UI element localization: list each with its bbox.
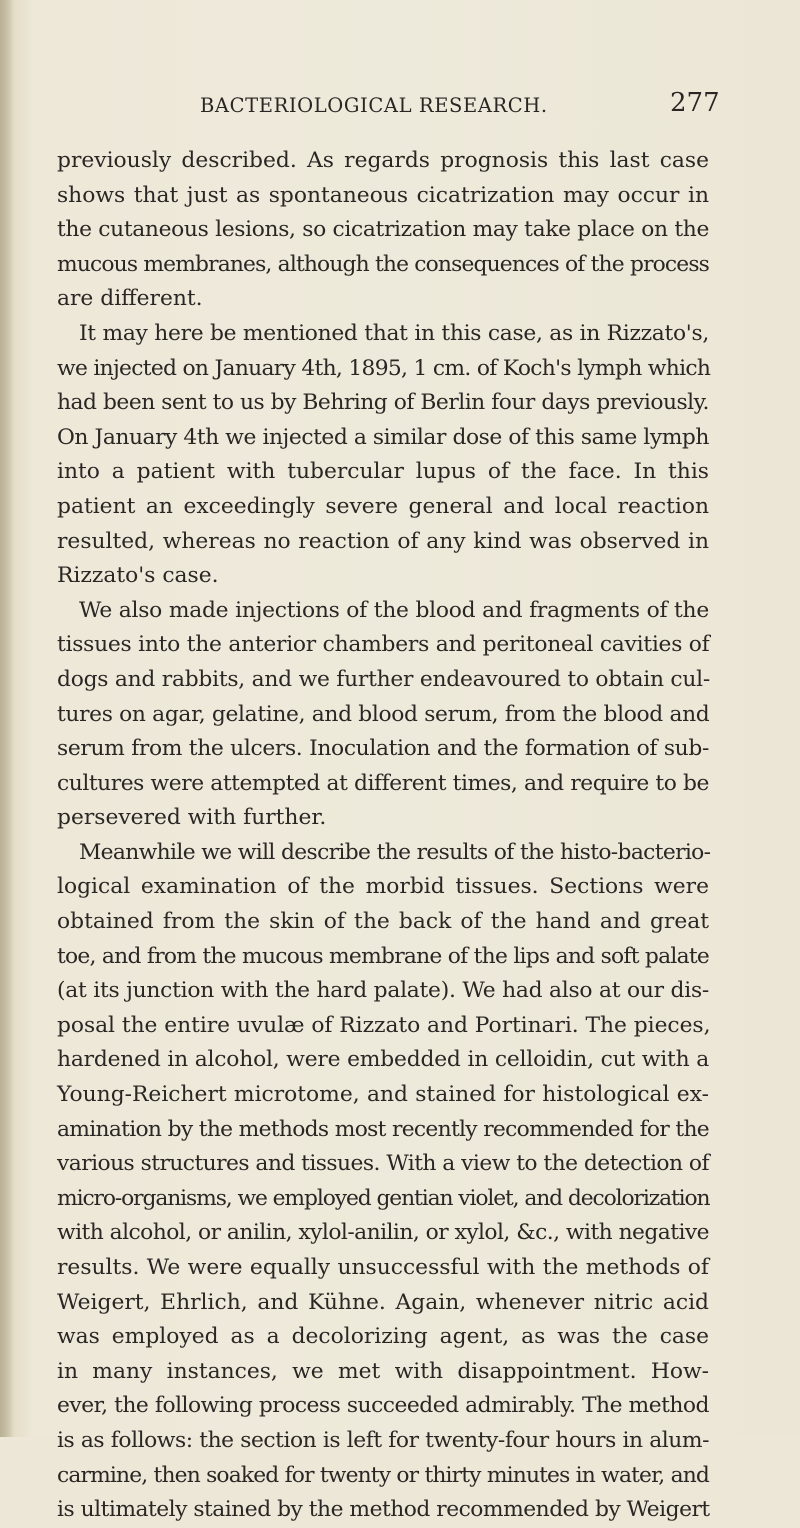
text-line: is ultimately stained by the method recommended by Weigert [57, 1497, 710, 1523]
text-line: is as follows: the section is left for twenty-four hours in alum- [57, 1427, 709, 1453]
text-line: ever, the following process succeeded admirably. The method [57, 1393, 709, 1419]
running-head [0, 88, 800, 124]
text-line: logical examination of the morbid tissues. Sections were [57, 874, 709, 900]
text-line: persevered with further. [57, 805, 327, 831]
text-line: (at its junction with the hard palate). We had also at our dis- [57, 978, 709, 1004]
text-line: posal the entire uvulæ of Rizzato and Portinari. The pieces, [57, 1012, 711, 1038]
text-line: tures on agar, gelatine, and blood serum, from the blood and [57, 701, 710, 727]
text-line: was employed as a decolorizing agent, as was the case [57, 1324, 709, 1350]
text-line: It may here be mentioned that in this case, as in Rizzato's, [79, 320, 709, 346]
text-line: mucous membranes, although the consequences of the process [57, 251, 709, 277]
text-line: carmine, then soaked for twenty or thirty minutes in water, and [57, 1462, 709, 1488]
text-line: amination by the methods most recently recommended for the [57, 1116, 709, 1142]
text-line: had been sent to us by Behring of Berlin four days previously. [57, 390, 709, 416]
text-line: dogs and rabbits, and we further endeavoured to obtain cul- [57, 666, 710, 692]
text-line: various structures and tissues. With a view to the detection of [57, 1151, 709, 1177]
text-line: shows that just as spontaneous cicatrization may occur in [57, 182, 709, 208]
text-line: toe, and from the mucous membrane of the lips and soft palate [57, 943, 709, 969]
text-line: we injected on January 4th, 1895, 1 cm. of Koch's lymph which [57, 355, 711, 381]
text-line: previously described. As regards prognosis this last case [57, 148, 709, 173]
page-number: 277 [670, 88, 720, 118]
body-text [57, 144, 709, 1528]
text-line: results. We were equally unsuccessful with the methods of [57, 1255, 709, 1280]
text-line: Young-Reichert microtome, and stained for histological ex- [57, 1082, 709, 1108]
text-line: hardened in alcohol, were embedded in celloidin, cut with a [57, 1047, 709, 1073]
text-line: Meanwhile we will describe the results of the histo-bacterio- [79, 839, 711, 865]
text-line: micro-organisms, we employed gentian violet, and decolorization [57, 1185, 710, 1211]
text-line: obtained from the skin of the back of the hand and great [57, 909, 709, 935]
binding-shadow [0, 0, 14, 1437]
text-line: are different. [57, 286, 203, 312]
text-line: cultures were attempted at different times, and require to be [57, 770, 709, 796]
text-line: Weigert, Ehrlich, and Kühne. Again, whenever nitric acid [57, 1289, 709, 1315]
text-line: On January 4th we injected a similar dose of this same lymph [57, 424, 709, 450]
text-line: tissues into the anterior chambers and peritoneal cavities of [57, 632, 710, 658]
text-line: We also made injections of the blood and fragments of the [79, 597, 709, 623]
text-line: in many instances, we met with disappointment. How- [57, 1358, 709, 1384]
text-line: with alcohol, or anilin, xylol-anilin, or xylol, &c., with negative [57, 1220, 709, 1246]
text-line: patient an exceedingly severe general and local reaction [57, 493, 709, 519]
text-line: into a patient with tubercular lupus of the face. In this [57, 459, 709, 485]
text-line: resulted, whereas no reaction of any kind was observed in [57, 528, 709, 554]
text-line: the cutaneous lesions, so cicatrization may take place on the [57, 217, 709, 243]
text-line: serum from the ulcers. Inoculation and the formation of sub- [57, 736, 709, 762]
text-line: Rizzato's case. [57, 563, 219, 589]
running-title: BACTERIOLOGICAL RESEARCH. [200, 94, 548, 117]
